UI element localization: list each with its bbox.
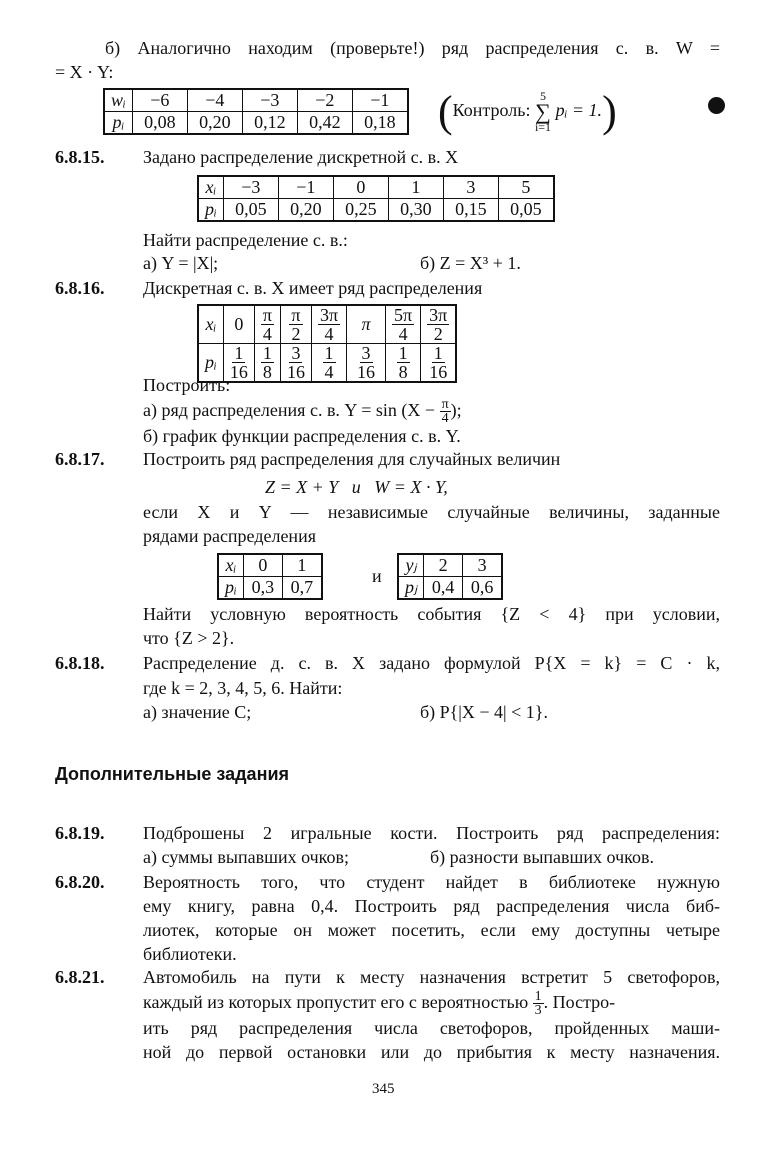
cell: xᵢ <box>218 554 243 577</box>
numerator: 1 <box>324 343 334 363</box>
problem-number: 6.8.21. <box>55 967 105 987</box>
denominator: 16 <box>286 362 305 382</box>
problem-text: Дискретная с. в. X имеет ряд распределения <box>143 278 483 298</box>
problem-number: 6.8.17. <box>55 449 105 469</box>
denominator: 16 <box>429 362 448 382</box>
cell: yⱼ <box>398 554 424 577</box>
cell <box>223 305 254 344</box>
cell <box>347 305 386 344</box>
sum-symbol <box>534 88 552 134</box>
and-text: и <box>372 566 382 586</box>
text-line: если X и Y — независимые случайные величины, заданные <box>143 502 720 522</box>
denominator: 16 <box>229 362 248 382</box>
cell: 0,12 <box>242 112 297 135</box>
problem-number: 6.8.18. <box>55 653 105 673</box>
item-b: б) график функции распределения с. в. Y. <box>143 426 461 446</box>
text: каждый из которых пропустит его с вероятностью <box>143 992 529 1012</box>
x-table <box>217 553 323 600</box>
cell: xᵢ <box>198 176 223 199</box>
cell <box>280 344 311 383</box>
cell <box>347 344 386 383</box>
text-line: ему книгу, равна 0,4. Построить ряд распределения числа биб- <box>143 896 720 916</box>
text-line: Подброшены 2 игральные кости. Построить ряд распределения: <box>143 823 720 843</box>
denominator: 3 <box>534 1003 542 1019</box>
w-distribution-table <box>103 88 409 135</box>
problem-text: Задано распределение дискретной с. в. X <box>143 147 459 167</box>
cell: 0,3 <box>243 577 282 600</box>
cell: xᵢ <box>198 305 223 344</box>
numerator: 1 <box>433 343 443 363</box>
item-b: б) P{|X − 4| < 1}. <box>420 702 548 722</box>
cell: 0 <box>333 176 388 199</box>
cell: 0,7 <box>282 577 322 600</box>
cell <box>421 344 457 383</box>
item-b: б) Z = X³ + 1. <box>420 253 521 273</box>
problem-number: 6.8.19. <box>55 823 105 843</box>
cell: 0,08 <box>132 112 187 135</box>
text-line: Вероятность того, что студент найдет в библиотеке нужную <box>143 872 720 892</box>
denominator: 2 <box>433 324 443 344</box>
y-table <box>397 553 503 600</box>
text-line: Распределение д. с. в. X задано формулой P{X = k} = C · k, <box>143 653 720 673</box>
cell <box>311 305 346 344</box>
item-a: а) Y = |X|; <box>143 253 219 273</box>
formula: Z = X + Y и W = X · Y, <box>265 477 448 497</box>
value: π <box>361 314 371 334</box>
cell: 0 <box>243 554 282 577</box>
cell <box>254 344 280 383</box>
text-line: где k = 2, 3, 4, 5, 6. Найти: <box>143 678 343 698</box>
problem-number: 6.8.16. <box>55 278 105 298</box>
cell: 0,42 <box>297 112 352 135</box>
cell: 5 <box>498 176 554 199</box>
text-line: ной до первой остановки или до прибытия к месту назначения. <box>143 1042 720 1062</box>
denominator: 8 <box>262 362 272 382</box>
cell: −3 <box>242 89 297 112</box>
numerator: 5π <box>394 305 413 325</box>
cell: pᵢ <box>198 344 223 383</box>
cell: 0,05 <box>498 199 554 222</box>
cell: 1 <box>282 554 322 577</box>
text-line: Найти условную вероятность события {Z < 4} при условии, <box>143 604 720 624</box>
text-line: библиотеки. <box>143 944 237 964</box>
denominator: 4 <box>398 324 408 344</box>
cell: 0,30 <box>388 199 443 222</box>
cell: 3 <box>463 554 503 577</box>
cell <box>311 344 346 383</box>
cell <box>254 305 280 344</box>
denominator: 4 <box>324 324 334 344</box>
control-note: (Контроль: 5 ∑ i=1 pᵢ = 1.) <box>438 86 617 136</box>
build-text: Построить: <box>143 375 231 395</box>
numerator: π <box>262 305 272 325</box>
cell <box>421 305 457 344</box>
cell: −4 <box>187 89 242 112</box>
intro-line-1: б) Аналогично находим (проверьте!) ряд распределения с. в. W = <box>105 38 720 58</box>
numerator: π <box>441 397 449 413</box>
cell: pⱼ <box>398 577 424 600</box>
cell: 0,18 <box>352 112 408 135</box>
find-text: Найти распределение с. в.: <box>143 230 348 250</box>
text: . Постро- <box>543 992 616 1012</box>
item-a: а) суммы выпавших очков; <box>143 847 349 867</box>
denominator: 8 <box>398 362 408 382</box>
text-line: рядами распределения <box>143 526 316 546</box>
cell: 1 <box>388 176 443 199</box>
item-a-text: а) ряд распределения с. в. Y = sin (X − <box>143 400 440 420</box>
denominator: 4 <box>262 324 272 344</box>
section-heading: Дополнительные задания <box>55 764 290 784</box>
intro-line-2: = X · Y: <box>55 62 114 82</box>
x-fraction-table <box>197 304 457 383</box>
cell: 0,4 <box>424 577 463 600</box>
value: 0 <box>234 314 244 334</box>
denominator: 4 <box>324 362 334 382</box>
numerator: 1 <box>262 343 272 363</box>
item-b: б) разности выпавших очков. <box>430 847 654 867</box>
numerator: 3π <box>429 305 448 325</box>
problem-text: Построить ряд распределения для случайных величин <box>143 449 561 469</box>
control-expr: pᵢ = 1. <box>555 100 603 120</box>
denominator: 2 <box>291 324 301 344</box>
problem-number: 6.8.20. <box>55 872 105 892</box>
sum-sign: ∑ <box>535 98 551 124</box>
cell: −1 <box>278 176 333 199</box>
numerator: 3 <box>361 343 371 363</box>
item-a-end: ); <box>450 400 462 420</box>
numerator: 1 <box>534 989 542 1005</box>
cell: 0,05 <box>223 199 278 222</box>
text-line: ить ряд распределения числа светофоров, пройденных маши- <box>143 1018 720 1038</box>
x-distribution-table <box>197 175 555 222</box>
cell: −1 <box>352 89 408 112</box>
numerator: 1 <box>398 343 408 363</box>
cell <box>386 344 421 383</box>
cell: 0,20 <box>187 112 242 135</box>
cell: pᵢ <box>198 199 223 222</box>
cell: 3 <box>443 176 498 199</box>
numerator: 3π <box>319 305 339 325</box>
sum-upper: 5 <box>540 88 546 103</box>
control-label: Контроль: <box>452 100 531 120</box>
text-line: Автомобиль на пути к месту назначения встретит 5 светофоров, <box>143 967 720 987</box>
cell: −6 <box>132 89 187 112</box>
numerator: π <box>291 305 301 325</box>
numerator: 1 <box>234 343 244 363</box>
cell <box>386 305 421 344</box>
cell: −3 <box>223 176 278 199</box>
sum-lower: i=1 <box>534 119 552 134</box>
cell: pᵢ <box>104 112 132 135</box>
cell: 0,25 <box>333 199 388 222</box>
cell: wᵢ <box>104 89 132 112</box>
text-line <box>143 989 616 1019</box>
cell: 0,20 <box>278 199 333 222</box>
item-a <box>143 397 462 427</box>
text-line: что {Z > 2}. <box>143 628 235 648</box>
item-a: а) значение C; <box>143 702 252 722</box>
denominator: 4 <box>441 411 449 427</box>
text-line: лиотек, которые он может посетить, если ему доступны четыре <box>143 920 720 940</box>
problem-number: 6.8.15. <box>55 147 105 167</box>
page-number: 345 <box>372 1081 395 1097</box>
cell: pᵢ <box>218 577 243 600</box>
cell: −2 <box>297 89 352 112</box>
denominator: 16 <box>357 362 376 382</box>
cell: 2 <box>424 554 463 577</box>
cell: 0,6 <box>463 577 503 600</box>
cell <box>280 305 311 344</box>
numerator: 3 <box>291 343 301 363</box>
end-of-solution-bullet-icon <box>708 97 725 114</box>
cell: 0,15 <box>443 199 498 222</box>
